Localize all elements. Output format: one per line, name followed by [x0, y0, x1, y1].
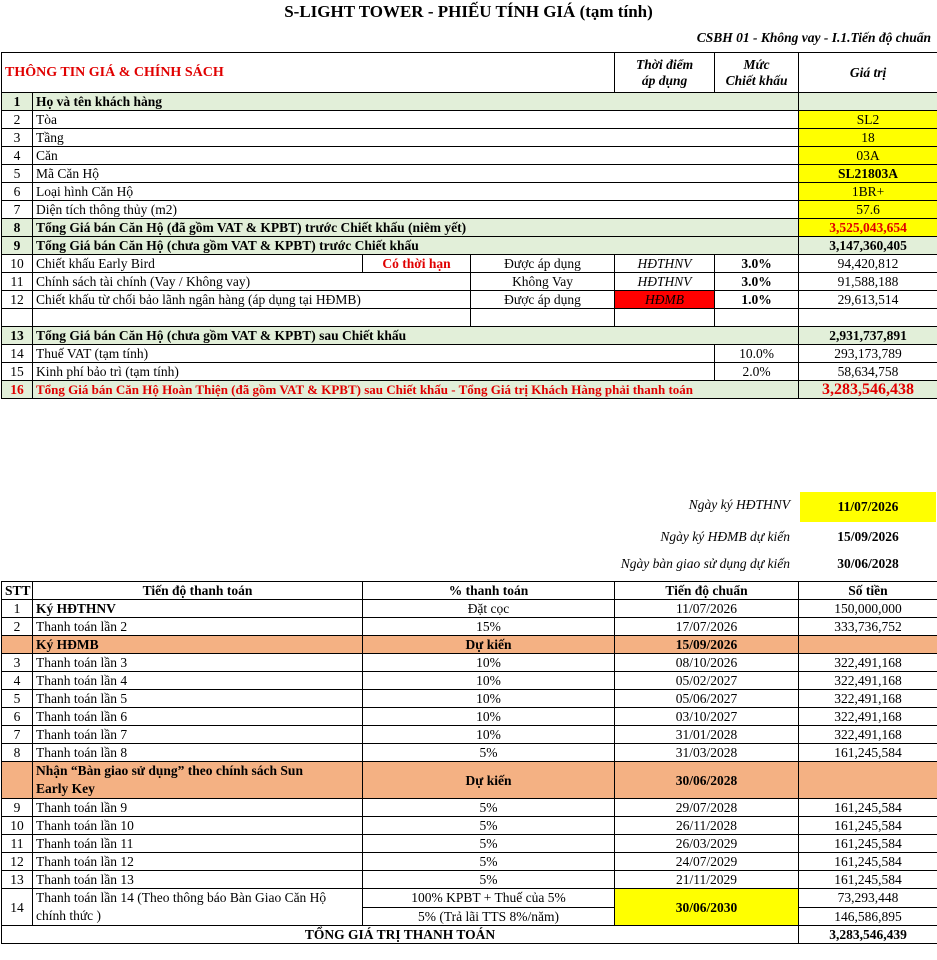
- table-cell: 15/09/2026: [615, 636, 799, 654]
- table-cell: Chiết khấu Early Bird: [33, 255, 363, 273]
- hdmb-flag: HĐMB: [615, 291, 715, 309]
- table-cell: Thanh toán lần 2: [33, 618, 363, 636]
- table-cell: Không Vay: [471, 273, 615, 291]
- table-cell: [2, 762, 33, 799]
- table-cell: 05/06/2027: [615, 690, 799, 708]
- table-cell: 03/10/2027: [615, 708, 799, 726]
- table-cell: Thanh toán lần 3: [33, 654, 363, 672]
- info-row-13: [2, 327, 937, 345]
- schedule-milestone-hdmb: [2, 636, 937, 654]
- table-cell: Tổng Giá bán Căn Hộ (đã gồm VAT & KPBT) trước Chiết khấu (niêm yết): [33, 219, 799, 237]
- table-cell: Thanh toán lần 6: [33, 708, 363, 726]
- table-cell: Chiết khấu từ chối bảo lãnh ngân hàng (áp dụng tại HĐMB): [33, 291, 471, 309]
- customer-name-label: Họ và tên khách hàng: [33, 93, 799, 111]
- unit-type-value: 1BR+: [799, 183, 937, 201]
- schedule-row-9: [2, 799, 937, 817]
- table-cell: 1: [2, 600, 33, 618]
- schedule-row-2: [2, 618, 937, 636]
- info-row-10: [2, 255, 937, 273]
- cell-text: áp dụng: [641, 72, 688, 88]
- page-title: S-LIGHT TOWER - PHIẾU TÍNH GIÁ (tạm tính): [284, 2, 653, 21]
- info-row-4: [2, 147, 937, 165]
- table-cell: 5%: [363, 853, 615, 871]
- table-cell: 11/07/2026: [615, 600, 799, 618]
- table-cell: 14: [2, 889, 33, 926]
- table-cell: [715, 309, 799, 327]
- cell-text: Thanh toán lần 14 (Theo thông báo Bàn Giao Căn Hộ: [36, 890, 327, 905]
- table-cell: Tòa: [33, 111, 799, 129]
- table-cell: Thanh toán lần 9: [33, 799, 363, 817]
- table-cell: 150,000,000: [799, 600, 937, 618]
- cell-text: Early Key: [36, 781, 95, 796]
- table-cell: 15: [2, 363, 33, 381]
- table-cell: 21/11/2029: [615, 871, 799, 889]
- table-cell: Mã Căn Hộ: [33, 165, 799, 183]
- policy-subtitle: CSBH 01 - Không vay - I.1.Tiến độ chuẩn: [696, 30, 931, 45]
- table-cell: 4: [2, 672, 33, 690]
- table-cell: 2.0%: [715, 363, 799, 381]
- table-cell: Thanh toán lần 12: [33, 853, 363, 871]
- sale-contract-date-label: Ngày ký HĐMB dự kiến: [660, 529, 790, 544]
- table-cell: Được áp dụng: [471, 255, 615, 273]
- table-cell: Căn: [33, 147, 799, 165]
- schedule-row-5: [2, 690, 937, 708]
- table-cell: Thanh toán lần 8: [33, 744, 363, 762]
- table-cell: Được áp dụng: [471, 291, 615, 309]
- table-cell: 6: [2, 183, 33, 201]
- vat-value: 293,173,789: [799, 345, 937, 363]
- table-cell: 322,491,168: [799, 654, 937, 672]
- unit-code-value: SL21803A: [799, 165, 937, 183]
- table-cell: 5: [2, 165, 33, 183]
- info-header-row: [2, 53, 937, 93]
- table-cell: Tiến độ chuẩn: [615, 582, 799, 600]
- table-cell: 11: [2, 273, 33, 291]
- schedule-row-7: [2, 726, 937, 744]
- table-cell: Ký HĐMB: [33, 636, 363, 654]
- info-blank-row: [2, 309, 937, 327]
- schedule-row-10: [2, 817, 937, 835]
- cell-text: Thời điểm: [635, 56, 694, 72]
- table-cell: 26/03/2029: [615, 835, 799, 853]
- table-cell: 161,245,584: [799, 799, 937, 817]
- schedule-total-row: [2, 926, 937, 944]
- table-cell: 161,245,584: [799, 871, 937, 889]
- table-cell: 73,293,448: [799, 889, 937, 908]
- table-cell: 15%: [363, 618, 615, 636]
- schedule-row-13: [2, 871, 937, 889]
- table-cell: [33, 762, 363, 799]
- listed-price-value: 3,525,043,654: [799, 219, 937, 237]
- cell-text: Chiết khấu: [725, 72, 788, 88]
- table-cell: 322,491,168: [799, 690, 937, 708]
- table-cell: 29,613,514: [799, 291, 937, 309]
- handover-date-value: 30/06/2028: [837, 556, 899, 571]
- table-cell: 322,491,168: [799, 708, 937, 726]
- table-cell: 4: [2, 147, 33, 165]
- table-cell: 08/10/2026: [615, 654, 799, 672]
- table-cell: 8: [2, 219, 33, 237]
- cell-text: Mức: [743, 56, 770, 72]
- schedule-row-8: [2, 744, 937, 762]
- table-cell: 5: [2, 690, 33, 708]
- table-cell: Kinh phí bảo trì (tạm tính): [33, 363, 715, 381]
- table-cell: Diện tích thông thủy (m2): [33, 201, 799, 219]
- table-cell: 10%: [363, 654, 615, 672]
- info-row-5: [2, 165, 937, 183]
- table-cell: Thanh toán lần 13: [33, 871, 363, 889]
- table-cell: Tổng Giá bán Căn Hộ (chưa gồm VAT & KPBT) trước Chiết khấu: [33, 237, 799, 255]
- table-cell: [799, 309, 937, 327]
- table-cell: 6: [2, 708, 33, 726]
- table-cell: 14: [2, 345, 33, 363]
- contract-sign-date-value: 11/07/2026: [800, 492, 936, 522]
- table-cell: 2: [2, 618, 33, 636]
- table-cell: 94,420,812: [799, 255, 937, 273]
- table-cell: 10%: [363, 726, 615, 744]
- table-cell: % thanh toán: [363, 582, 615, 600]
- contract-sign-date-label: Ngày ký HĐTHNV: [688, 497, 790, 512]
- building-value: SL2: [799, 111, 937, 129]
- info-row-6: [2, 183, 937, 201]
- table-cell: Dự kiến: [363, 636, 615, 654]
- info-row-9: [2, 237, 937, 255]
- maintenance-fee-value: 58,634,758: [799, 363, 937, 381]
- table-cell: 5%: [363, 817, 615, 835]
- table-cell: 1.0%: [715, 291, 799, 309]
- table-cell: 5%: [363, 744, 615, 762]
- info-row-8: [2, 219, 937, 237]
- table-cell: Tầng: [33, 129, 799, 147]
- table-cell: 3: [2, 129, 33, 147]
- area-value: 57.6: [799, 201, 937, 219]
- table-cell: 5%: [363, 799, 615, 817]
- table-cell: 17/07/2026: [615, 618, 799, 636]
- table-cell: HĐTHNV: [615, 273, 715, 291]
- schedule-total-value: 3,283,546,439: [799, 926, 937, 944]
- table-cell: 12: [2, 853, 33, 871]
- schedule-row-1: [2, 600, 937, 618]
- table-cell: 29/07/2028: [615, 799, 799, 817]
- table-cell: 1: [2, 93, 33, 111]
- handover-date-label: Ngày bàn giao sử dụng dự kiến: [620, 556, 790, 571]
- table-cell: 91,588,188: [799, 273, 937, 291]
- info-row-14: [2, 345, 937, 363]
- table-cell: 12: [2, 291, 33, 309]
- table-cell: 322,491,168: [799, 726, 937, 744]
- table-cell: 11: [2, 835, 33, 853]
- table-cell: 7: [2, 201, 33, 219]
- limited-time-note: Có thời hạn: [363, 255, 471, 273]
- unit-value: 03A: [799, 147, 937, 165]
- info-row-7: [2, 201, 937, 219]
- table-cell: 13: [2, 871, 33, 889]
- table-cell: 30/06/2028: [615, 762, 799, 799]
- table-cell: 13: [2, 327, 33, 345]
- table-cell: 5%: [363, 871, 615, 889]
- table-cell: 161,245,584: [799, 853, 937, 871]
- table-cell: 24/07/2029: [615, 853, 799, 871]
- price-after-discount-value: 2,931,737,891: [799, 327, 937, 345]
- table-cell: 05/02/2027: [615, 672, 799, 690]
- table-cell: [615, 309, 715, 327]
- table-cell: [799, 762, 937, 799]
- info-row-16: [2, 381, 937, 399]
- schedule-row-11: [2, 835, 937, 853]
- table-cell: [471, 309, 615, 327]
- header-discount-rate: [715, 53, 799, 93]
- table-cell: Tổng Giá bán Căn Hộ Hoàn Thiện (đã gồm VAT & KPBT) sau Chiết khấu - Tổng Giá trị Khách Hàng phải thanh toán: [33, 381, 799, 399]
- cell-text: chính thức ): [36, 908, 102, 923]
- info-row-12: [2, 291, 937, 309]
- info-row-2: [2, 111, 937, 129]
- table-cell: 10: [2, 817, 33, 835]
- table-cell: 26/11/2028: [615, 817, 799, 835]
- price-info-table: [1, 52, 937, 399]
- price-before-discount-value: 3,147,360,405: [799, 237, 937, 255]
- table-cell: 322,491,168: [799, 672, 937, 690]
- table-cell: 16: [2, 381, 33, 399]
- table-cell: Tiến độ thanh toán: [33, 582, 363, 600]
- table-cell: 161,245,584: [799, 744, 937, 762]
- table-cell: [33, 889, 363, 926]
- table-cell: 10%: [363, 690, 615, 708]
- table-cell: [33, 309, 471, 327]
- schedule-row-4: [2, 672, 937, 690]
- table-cell: Thanh toán lần 10: [33, 817, 363, 835]
- table-cell: 3.0%: [715, 255, 799, 273]
- sale-contract-date-value: 15/09/2026: [837, 529, 899, 544]
- table-cell: Thanh toán lần 7: [33, 726, 363, 744]
- table-cell: Thuế VAT (tạm tính): [33, 345, 715, 363]
- table-cell: STT: [2, 582, 33, 600]
- schedule-header-row: [2, 582, 937, 600]
- total-payable-value: 3,283,546,438: [799, 381, 937, 399]
- info-row-3: [2, 129, 937, 147]
- table-cell: 9: [2, 799, 33, 817]
- table-cell: Đặt cọc: [363, 600, 615, 618]
- schedule-row-6: [2, 708, 937, 726]
- info-row-11: [2, 273, 937, 291]
- table-cell: 146,586,895: [799, 907, 937, 926]
- table-cell: 161,245,584: [799, 817, 937, 835]
- table-cell: 5%: [363, 835, 615, 853]
- table-cell: Tổng Giá bán Căn Hộ (chưa gồm VAT & KPBT) sau Chiết khấu: [33, 327, 799, 345]
- schedule-milestone-handover: [2, 762, 937, 799]
- table-cell: Thanh toán lần 5: [33, 690, 363, 708]
- table-cell: 10%: [363, 708, 615, 726]
- table-cell: 100% KPBT + Thuế của 5%: [363, 889, 615, 908]
- table-cell: Thanh toán lần 11: [33, 835, 363, 853]
- table-cell: Chính sách tài chính (Vay / Không vay): [33, 273, 471, 291]
- table-cell: 31/03/2028: [615, 744, 799, 762]
- table-cell: Số tiền: [799, 582, 937, 600]
- cell-text: Nhận “Bàn giao sử dụng” theo chính sách Sun: [36, 763, 303, 778]
- table-cell: HĐTHNV: [615, 255, 715, 273]
- table-cell: Dự kiến: [363, 762, 615, 799]
- section-title: THÔNG TIN GIÁ & CHÍNH SÁCH: [2, 53, 615, 93]
- final-payment-date: 30/06/2030: [615, 889, 799, 926]
- table-cell: 10%: [363, 672, 615, 690]
- table-cell: [2, 309, 33, 327]
- table-cell: 7: [2, 726, 33, 744]
- info-row-1: [2, 93, 937, 111]
- header-value: Giá trị: [799, 53, 937, 93]
- header-apply-time: [615, 53, 715, 93]
- table-cell: 8: [2, 744, 33, 762]
- floor-value: 18: [799, 129, 937, 147]
- info-row-15: [2, 363, 937, 381]
- table-cell: 5% (Trả lãi TTS 8%/năm): [363, 907, 615, 926]
- table-cell: 3.0%: [715, 273, 799, 291]
- payment-schedule-table: [1, 581, 937, 944]
- table-cell: 333,736,752: [799, 618, 937, 636]
- table-cell: 10: [2, 255, 33, 273]
- table-cell: 3: [2, 654, 33, 672]
- table-cell: Thanh toán lần 4: [33, 672, 363, 690]
- schedule-row-3: [2, 654, 937, 672]
- schedule-row-12: [2, 853, 937, 871]
- table-cell: 161,245,584: [799, 835, 937, 853]
- table-cell: Loại hình Căn Hộ: [33, 183, 799, 201]
- table-cell: [799, 636, 937, 654]
- table-cell: [2, 636, 33, 654]
- schedule-row-14a: [2, 889, 937, 908]
- table-cell: Ký HĐTHNV: [33, 600, 363, 618]
- table-cell: TỔNG GIÁ TRỊ THANH TOÁN: [2, 926, 799, 944]
- table-cell: 9: [2, 237, 33, 255]
- table-cell: 10.0%: [715, 345, 799, 363]
- table-cell: 31/01/2028: [615, 726, 799, 744]
- table-cell: 2: [2, 111, 33, 129]
- customer-name-value[interactable]: [799, 93, 937, 111]
